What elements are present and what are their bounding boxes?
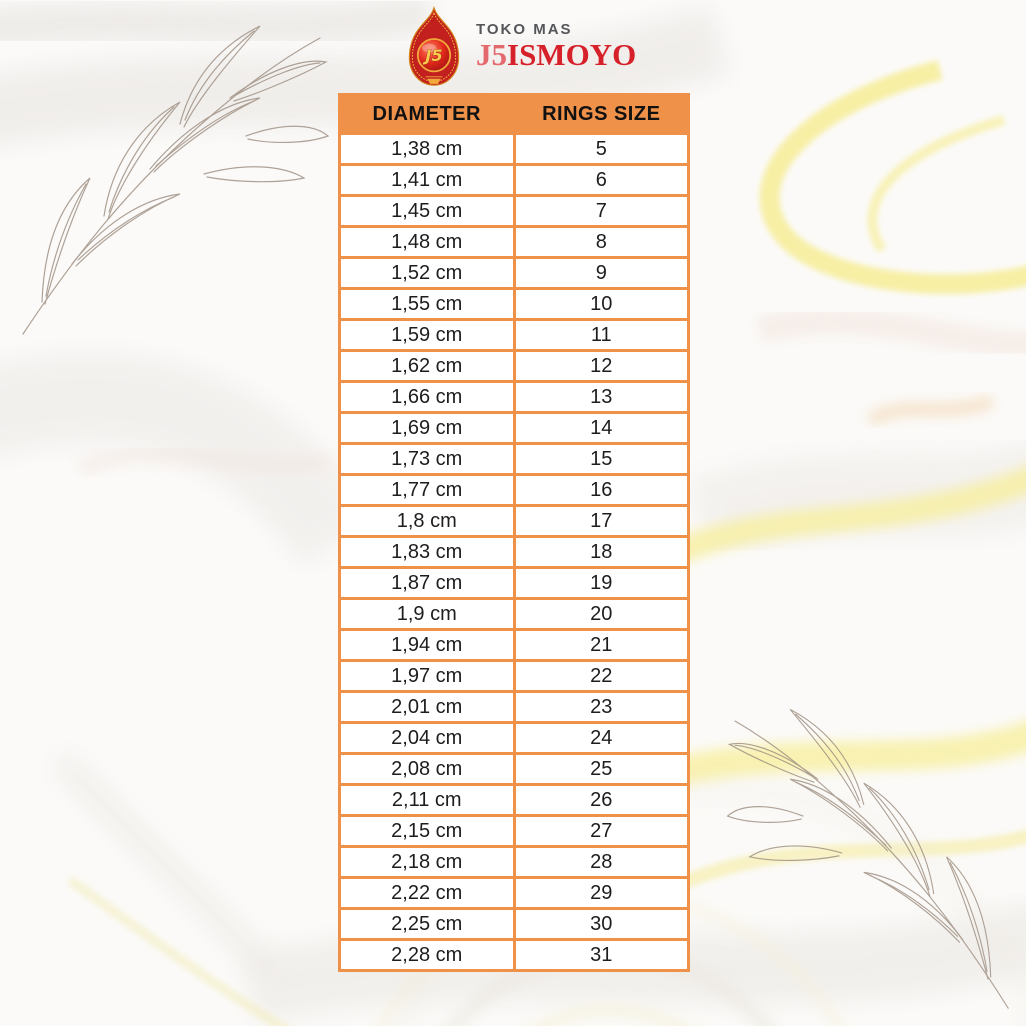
table-row — [341, 135, 687, 163]
ring-size-cell: 11 — [516, 321, 688, 349]
table-row — [341, 290, 687, 318]
diameter-cell: 1,97 cm — [341, 662, 513, 690]
diameter-cell: 2,11 cm — [341, 786, 513, 814]
ring-size-cell: 16 — [516, 476, 688, 504]
ring-size-cell: 31 — [516, 941, 688, 969]
diameter-cell: 2,18 cm — [341, 848, 513, 876]
gunungan-logo-icon — [404, 6, 464, 90]
table-row — [341, 352, 687, 380]
diameter-cell: 1,87 cm — [341, 569, 513, 597]
table-row — [341, 414, 687, 442]
ring-size-cell: 21 — [516, 631, 688, 659]
diameter-cell: 1,8 cm — [341, 507, 513, 535]
ring-size-cell: 10 — [516, 290, 688, 318]
diameter-cell: 2,15 cm — [341, 817, 513, 845]
logo-monogram: J5 — [425, 46, 443, 66]
diameter-cell: 2,28 cm — [341, 941, 513, 969]
ring-size-cell: 24 — [516, 724, 688, 752]
store-type-label: TOKO MAS — [476, 21, 573, 38]
ring-size-cell: 26 — [516, 786, 688, 814]
table-header — [341, 96, 687, 132]
brand-name-suffix: ISMOYO — [507, 37, 637, 72]
table-body — [341, 135, 687, 969]
ring-size-cell: 15 — [516, 445, 688, 473]
diameter-cell: 1,83 cm — [341, 538, 513, 566]
ring-size-cell: 27 — [516, 817, 688, 845]
diameter-cell: 2,01 cm — [341, 693, 513, 721]
diameter-cell: 1,48 cm — [341, 228, 513, 256]
ring-size-cell: 19 — [516, 569, 688, 597]
table-row — [341, 941, 687, 969]
ring-size-cell: 18 — [516, 538, 688, 566]
brand-header — [404, 6, 636, 90]
table-row — [341, 259, 687, 287]
ring-size-cell: 20 — [516, 600, 688, 628]
diameter-cell: 1,62 cm — [341, 352, 513, 380]
ring-size-table — [338, 93, 690, 972]
diameter-cell: 1,38 cm — [341, 135, 513, 163]
table-row — [341, 476, 687, 504]
table-row — [341, 538, 687, 566]
column-header-rings-size: RINGS SIZE — [516, 96, 688, 132]
table-row — [341, 166, 687, 194]
diameter-cell: 1,66 cm — [341, 383, 513, 411]
diameter-cell: 1,55 cm — [341, 290, 513, 318]
diameter-cell: 1,94 cm — [341, 631, 513, 659]
diameter-cell: 1,45 cm — [341, 197, 513, 225]
ring-size-cell: 5 — [516, 135, 688, 163]
brand-name-prefix: J5 — [476, 37, 507, 72]
ring-size-cell: 17 — [516, 507, 688, 535]
leaf-branch-top-left — [23, 26, 328, 334]
brand-name — [476, 39, 636, 71]
ring-size-cell: 29 — [516, 879, 688, 907]
diameter-cell: 1,9 cm — [341, 600, 513, 628]
ring-size-cell: 30 — [516, 910, 688, 938]
table-row — [341, 321, 687, 349]
brand-text — [476, 6, 636, 71]
ring-size-cell: 7 — [516, 197, 688, 225]
diameter-cell: 2,22 cm — [341, 879, 513, 907]
table-row — [341, 228, 687, 256]
ring-size-cell: 8 — [516, 228, 688, 256]
table-row — [341, 507, 687, 535]
table-row — [341, 693, 687, 721]
ring-size-cell: 25 — [516, 755, 688, 783]
table-row — [341, 600, 687, 628]
leaf-branch-bottom-right — [728, 709, 1009, 1008]
diameter-cell: 1,69 cm — [341, 414, 513, 442]
diameter-cell: 1,52 cm — [341, 259, 513, 287]
table-row — [341, 848, 687, 876]
table-row — [341, 755, 687, 783]
table-row — [341, 910, 687, 938]
table-row — [341, 662, 687, 690]
table-row — [341, 197, 687, 225]
column-header-diameter: DIAMETER — [341, 96, 513, 132]
diameter-cell: 2,25 cm — [341, 910, 513, 938]
table-row — [341, 569, 687, 597]
ring-size-cell: 12 — [516, 352, 688, 380]
ring-size-cell: 6 — [516, 166, 688, 194]
diameter-cell: 1,77 cm — [341, 476, 513, 504]
table-row — [341, 724, 687, 752]
ring-size-cell: 28 — [516, 848, 688, 876]
table-row — [341, 786, 687, 814]
ring-size-cell: 13 — [516, 383, 688, 411]
diameter-cell: 2,08 cm — [341, 755, 513, 783]
diameter-cell: 1,41 cm — [341, 166, 513, 194]
ring-size-cell: 9 — [516, 259, 688, 287]
table-row — [341, 879, 687, 907]
table-row — [341, 631, 687, 659]
ring-size-cell: 22 — [516, 662, 688, 690]
table-row — [341, 383, 687, 411]
diameter-cell: 1,73 cm — [341, 445, 513, 473]
diameter-cell: 2,04 cm — [341, 724, 513, 752]
ring-size-cell: 23 — [516, 693, 688, 721]
diameter-cell: 1,59 cm — [341, 321, 513, 349]
ring-size-cell: 14 — [516, 414, 688, 442]
table-row — [341, 817, 687, 845]
table-row — [341, 445, 687, 473]
